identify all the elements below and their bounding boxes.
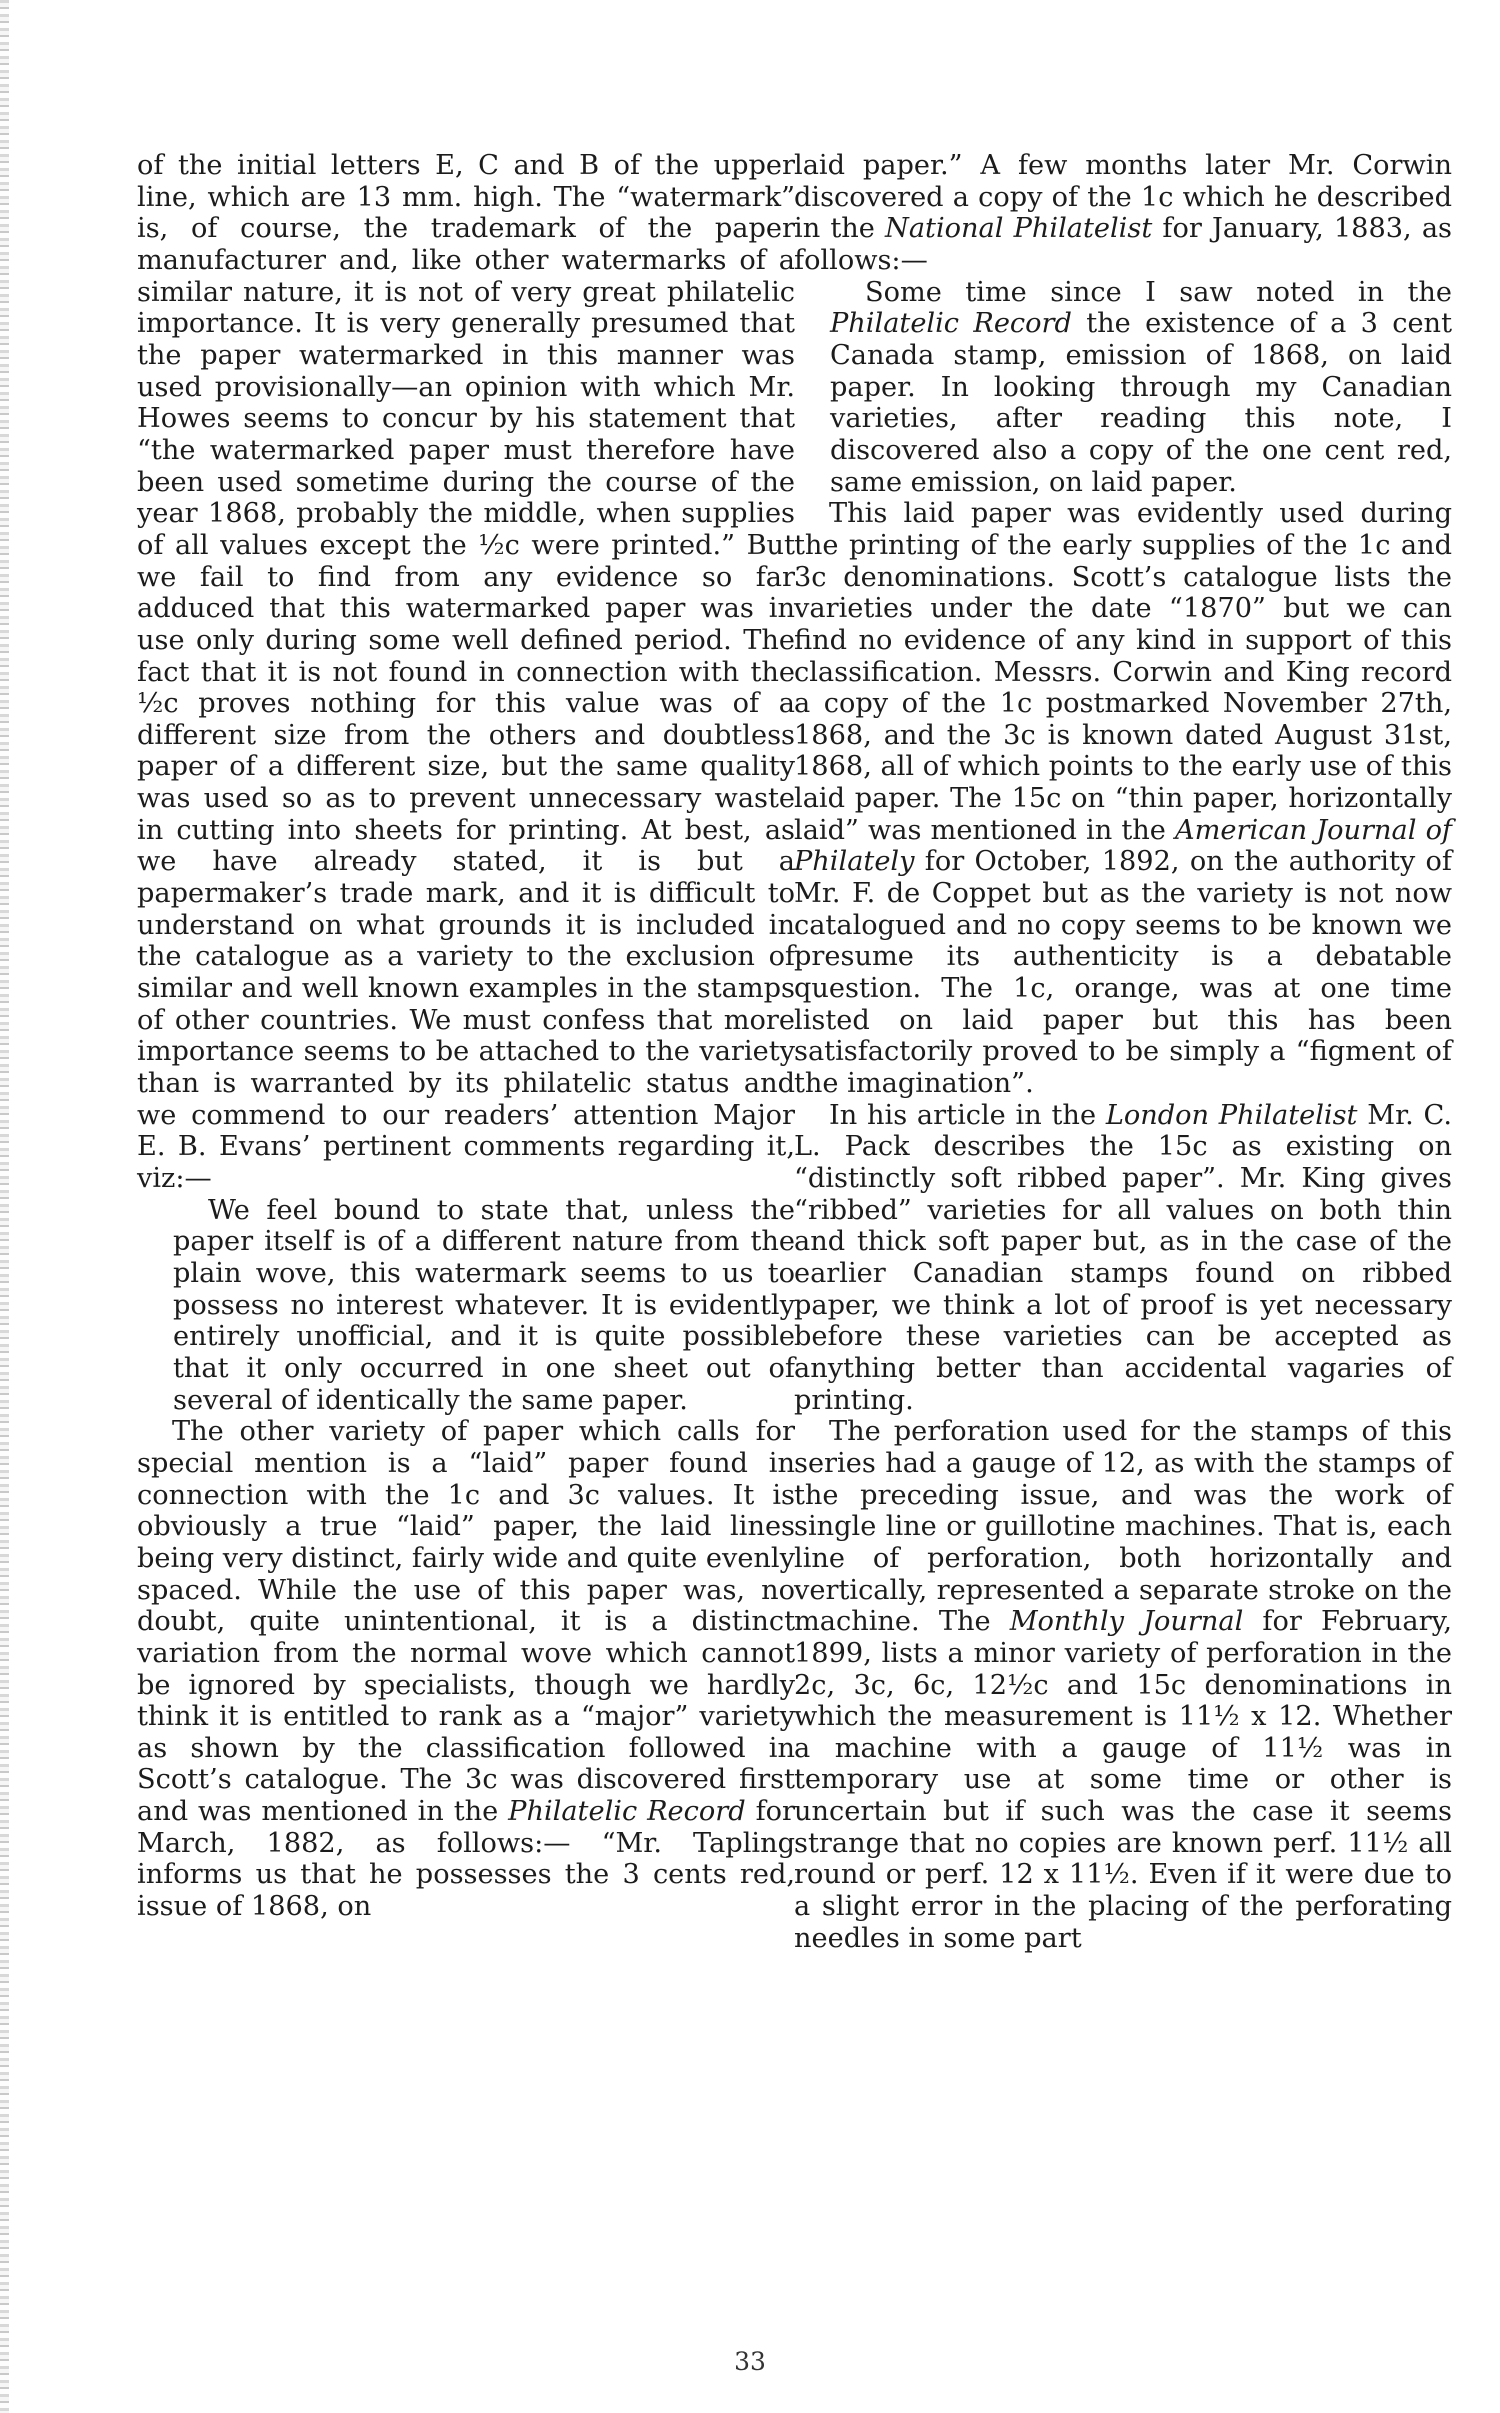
right-p2-journal-title: American Journal of Philately [794, 814, 1452, 878]
left-paragraph-2 [137, 1416, 795, 1923]
right-paragraph-4 [794, 1416, 1452, 1954]
right-quote-text-a: Some time since I saw noted in the [865, 276, 1452, 308]
right-p1-text-a: laid paper.” A few months later Mr. Corwin discovered a copy of the 1c which he described in the [794, 150, 1452, 245]
right-paragraph-3 [794, 1100, 1452, 1417]
right-p1-journal-title: National Philatelist [885, 213, 1153, 245]
right-p4-text-a: The perforation used for the stamps of this series had a gauge of 12, as with the stamps of the preceding issue, and was the work of single line or guillotine machines. That is, each line of perforation, both horizontally and vertically, represented a separate stroke on the machine. The [794, 1416, 1452, 1638]
right-quote-text-b: the existence of a 3 cent Canada stamp, emission of 1868, on laid paper. In looking through my Canadian varieties, after reading this note, I discovered also a copy of the one cent red, same emission, on laid paper. [830, 308, 1452, 498]
right-p2-text-b: for October, 1892, on the authority of Mr. F. de Coppet but as the variety is not now catalogued and no copy seems to be known we presume its authenticity is a debatable question. The 1c, orange, was at one time listed on laid paper but this has been satisfactorily proved to be simply a “figment of the imagination”. [794, 846, 1452, 1100]
left-paragraph-1: of the initial letters E, C and B of the upper line, which are 13 mm. high. The “watermark” is, of course, the trademark of the paper manufacturer and, like other watermarks of a similar nature, it is not of very great philatelic importance. It is very generally presumed that the paper watermarked in this manner was used provisionally—an opinion with which Mr. Howes seems to concur by his statement that “the watermarked paper must therefore have been used sometime during the course of the year 1868, probably the middle, when supplies of all values except the ½c were printed.” But we fail to find from any evidence so far adduced that this watermarked paper was in use only during some well defined period. The fact that it is not found in connection with the ½c proves nothing for this value was of a different size from the others and doubtless paper of a different size, but the same quality was used so as to prevent unnecessary waste in cutting into sheets for printing. At best, as we have already stated, it is but a papermaker’s trade mark, and it is difficult to understand on what grounds it is included in the catalogue as a variety to the exclusion of similar and well known examples in the stamps of other countries. We must confess that more importance seems to be attached to the variety than is warranted by its philatelic status and we commend to our readers’ attention Major E. B. Evans’ pertinent comments regarding it, viz:— [137, 150, 795, 1194]
right-p1-text-b: for January, 1883, as follows:— [794, 213, 1452, 276]
right-block-quote [830, 277, 1452, 499]
left-p2-text-a: The other variety of paper which calls for special mention is a “laid” paper found in connection with the 1c and 3c values. It is obviously a true “laid” paper, the laid lines being very distinct, fairly wide and quite evenly spaced. While the use of this paper was, no doubt, quite unintentional, it is a distinct variation from the normal wove which cannot be ignored by specialists, though we hardly think it is entitled to rank as a “major” variety as shown by the classification followed in Scott’s catalogue. The 3c was discovered first and was mentioned in the [137, 1416, 795, 1828]
right-paragraph-1 [794, 150, 1452, 277]
left-p2-text-b: for March, 1882, as follows:— “Mr. Tapling informs us that he possesses the 3 cents red, issue of 1868, on [137, 1796, 795, 1923]
left-block-quote: We feel bound to state that, unless the paper itself is of a different nature from the plain wove, this watermark seems to us to possess no interest whatever. It is evidently entirely unofficial, and it is quite possible that it only occurred in one sheet out of several of identically the same paper. [173, 1194, 795, 1416]
right-paragraph-2 [794, 498, 1452, 1099]
page-number: 33 [734, 2347, 766, 2376]
right-p3-text-a: In his article in the [829, 1099, 1097, 1131]
right-p4-journal-title: Monthly Journal [1009, 1606, 1244, 1638]
left-column [137, 150, 795, 1923]
right-p3-journal-title: London Philatelist [1105, 1099, 1358, 1131]
left-p2-journal-title: Philatelic Record [508, 1796, 746, 1828]
right-p4-text-b: for February, 1899, lists a minor variety of perforation in the 2c, 3c, 6c, 12½c and 15c denominations in which the measurement is 11½ x 12. Whether a machine with a gauge of 11½ was in temporary use at some time or other is uncertain but if such was the case it seems strange that no copies are known perf. 11½ all round or perf. 12 x 11½. Even if it were due to a slight error in the placing of the perforating needles in some part [794, 1606, 1452, 1954]
right-p3-text-b: Mr. C. L. Pack describes the 15c as existing on “distinctly soft ribbed paper”. Mr. King gives “ribbed” varieties for all values on both thin and thick soft paper but, as in the case of the earlier Canadian stamps found on ribbed paper, we think a lot of proof is yet necessary before these varieties can be accepted as anything better than accidental vagaries of printing. [794, 1099, 1452, 1416]
right-column [794, 150, 1452, 1954]
scan-edge [0, 0, 9, 2413]
right-p2-text-a: This laid paper was evidently used during the printing of the early supplies of the 1c and 3c denominations. Scott’s catalogue lists the varieties under the date “1870” but we can find no evidence of any kind in support of this classification. Messrs. Corwin and King record a copy of the 1c postmarked November 27th, 1868, and the 3c is known dated August 31st, 1868, all of which points to the early use of this laid paper. The 15c on “thin paper, horizontally laid” was mentioned in the [794, 498, 1452, 846]
right-quote-journal-title: Philatelic Record [830, 308, 1072, 340]
